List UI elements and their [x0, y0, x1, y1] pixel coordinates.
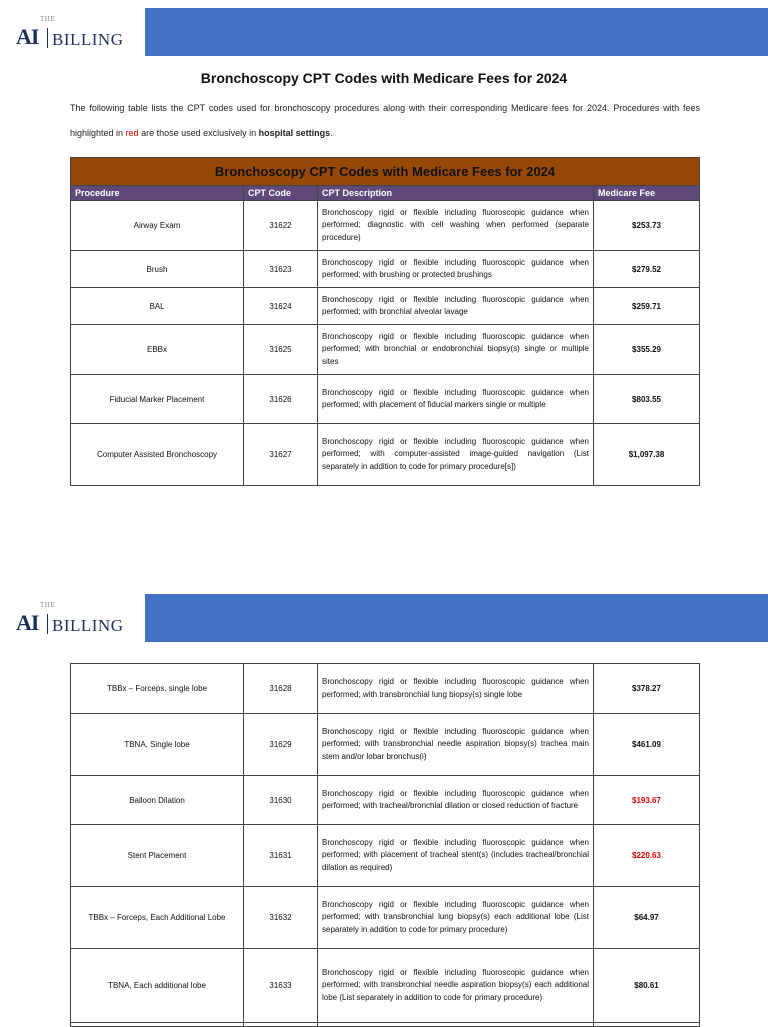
description-cell: Bronchoscopy rigid or flexible including fluoroscopic guidance when performed; with tracheal/bronchial dilation or closed reduction of fracture — [318, 776, 594, 825]
ai-billing-logo — [0, 594, 145, 642]
fee-cell: $220.63 — [594, 825, 700, 887]
cpt-code-cell: 31633 — [244, 949, 318, 1023]
procedure-cell: Stent Placement — [71, 825, 244, 887]
empty-cell — [594, 1023, 700, 1027]
logo-ai: AI — [16, 610, 39, 635]
ai-billing-logo — [0, 8, 145, 56]
cpt-code-cell: 31628 — [244, 664, 318, 714]
header-cpt-code: CPT Code — [244, 186, 318, 201]
procedure-cell: EBBx — [71, 325, 244, 375]
description-cell: Bronchoscopy rigid or flexible including fluoroscopic guidance when performed; with transbronchial needle aspiration biopsy(s) each additional lobe (List separately in addition to code for primary procedure) — [318, 949, 594, 1023]
description-cell: Bronchoscopy rigid or flexible including fluoroscopic guidance when performed; with transbronchial lung biopsy(s) single lobe — [318, 664, 594, 714]
fee-cell: $378.27 — [594, 664, 700, 714]
procedure-cell: TBBx – Forceps, single lobe — [71, 664, 244, 714]
fee-cell: $461.09 — [594, 714, 700, 776]
fee-cell: $193.67 — [594, 776, 700, 825]
fee-cell: $259.71 — [594, 288, 700, 325]
empty-cell — [244, 1023, 318, 1027]
intro-paragraph — [70, 96, 700, 146]
procedure-cell: BAL — [71, 288, 244, 325]
intro-text-3: . — [330, 128, 333, 138]
cpt-code-cell: 31626 — [244, 375, 318, 424]
description-cell: Bronchoscopy rigid or flexible including fluoroscopic guidance when performed; with transbronchial lung biopsy(s) each additional lobe (List separately in addition to code for primary procedure) — [318, 887, 594, 949]
table-row — [71, 776, 700, 825]
procedure-cell: Brush — [71, 251, 244, 288]
page-title: Bronchoscopy CPT Codes with Medicare Fees for 2024 — [200, 70, 568, 86]
table-row — [71, 714, 700, 776]
intro-text-2: are those used exclusively in — [138, 128, 259, 138]
description-cell: Bronchoscopy rigid or flexible including fluoroscopic guidance when performed; with bronchial alveolar lavage — [318, 288, 594, 325]
table-row — [71, 288, 700, 325]
empty-cell — [318, 1023, 594, 1027]
cpt-code-cell: 31624 — [244, 288, 318, 325]
table-banner-row — [71, 158, 700, 186]
table-row-continued — [71, 1023, 700, 1027]
intro-text-1: The following table lists the CPT codes used for bronchoscopy procedures along with their corresponding Medicare fees for 2024. Procedures with fees highlighted in — [70, 103, 700, 138]
description-cell: Bronchoscopy rigid or flexible including fluoroscopic guidance when performed; with computer-assisted image-guided navigation (List separately in addition to code for primary procedure[s]) — [318, 424, 594, 486]
procedure-cell: Airway Exam — [71, 201, 244, 251]
procedure-cell: TBBx – Forceps, Each Additional Lobe — [71, 887, 244, 949]
table-row — [71, 887, 700, 949]
description-cell: Bronchoscopy rigid or flexible including fluoroscopic guidance when performed; with bronchial or endobronchial biopsy(s) single or multiple sites — [318, 325, 594, 375]
cpt-code-cell: 31629 — [244, 714, 318, 776]
cpt-code-cell: 31631 — [244, 825, 318, 887]
cpt-table-page-2 — [70, 663, 700, 1027]
cpt-code-cell: 31622 — [244, 201, 318, 251]
description-cell: Bronchoscopy rigid or flexible including fluoroscopic guidance when performed; with placement of fiducial markers single or multiple — [318, 375, 594, 424]
fee-cell: $253.73 — [594, 201, 700, 251]
logo-the: THE — [40, 601, 56, 609]
fee-cell: $64.97 — [594, 887, 700, 949]
fee-cell: $279.52 — [594, 251, 700, 288]
logo-billing: BILLING — [52, 30, 124, 49]
table-row — [71, 201, 700, 251]
table-row — [71, 251, 700, 288]
description-cell: Bronchoscopy rigid or flexible including fluoroscopic guidance when performed; with placement of tracheal stent(s) (includes tracheal/bronchial dilation as required) — [318, 825, 594, 887]
description-cell: Bronchoscopy rigid or flexible including fluoroscopic guidance when performed; with transbronchial needle aspiration biopsy(s) trachea main stem and/or lobar bronchus(i) — [318, 714, 594, 776]
header-medicare-fee: Medicare Fee — [594, 186, 700, 201]
cpt-table-page-1 — [70, 157, 700, 486]
table-row — [71, 325, 700, 375]
fee-cell: $355.29 — [594, 325, 700, 375]
table-row — [71, 424, 700, 486]
procedure-cell: Fiducial Marker Placement — [71, 375, 244, 424]
procedure-cell: TBNA, Single lobe — [71, 714, 244, 776]
cpt-code-cell: 31627 — [244, 424, 318, 486]
logo-the: THE — [40, 15, 56, 23]
header-procedure: Procedure — [71, 186, 244, 201]
table-banner: Bronchoscopy CPT Codes with Medicare Fees for 2024 — [71, 158, 700, 186]
table-row — [71, 949, 700, 1023]
table-row — [71, 664, 700, 714]
procedure-cell: Balloon Dilation — [71, 776, 244, 825]
logo-ai: AI — [16, 24, 39, 49]
cpt-code-cell: 31630 — [244, 776, 318, 825]
table-row — [71, 825, 700, 887]
cpt-code-cell: 31623 — [244, 251, 318, 288]
intro-red-word: red — [125, 128, 139, 138]
fee-cell: $803.55 — [594, 375, 700, 424]
description-cell: Bronchoscopy rigid or flexible including fluoroscopic guidance when performed; with brushing or protected brushings — [318, 251, 594, 288]
logo-divider — [47, 614, 48, 634]
fee-cell: $1,097.38 — [594, 424, 700, 486]
header-cpt-description: CPT Description — [318, 186, 594, 201]
procedure-cell: TBNA, Each additional lobe — [71, 949, 244, 1023]
table-header-row — [71, 186, 700, 201]
cpt-code-cell: 31625 — [244, 325, 318, 375]
table-row — [71, 375, 700, 424]
fee-cell: $80.61 — [594, 949, 700, 1023]
empty-cell — [71, 1023, 244, 1027]
description-cell: Bronchoscopy rigid or flexible including fluoroscopic guidance when performed; diagnostic with cell washing when performed (separate procedure) — [318, 201, 594, 251]
intro-bold-phrase: hospital settings — [258, 128, 331, 138]
logo-divider — [47, 28, 48, 48]
procedure-cell: Computer Assisted Bronchoscopy — [71, 424, 244, 486]
logo-billing: BILLING — [52, 616, 124, 635]
cpt-code-cell: 31632 — [244, 887, 318, 949]
